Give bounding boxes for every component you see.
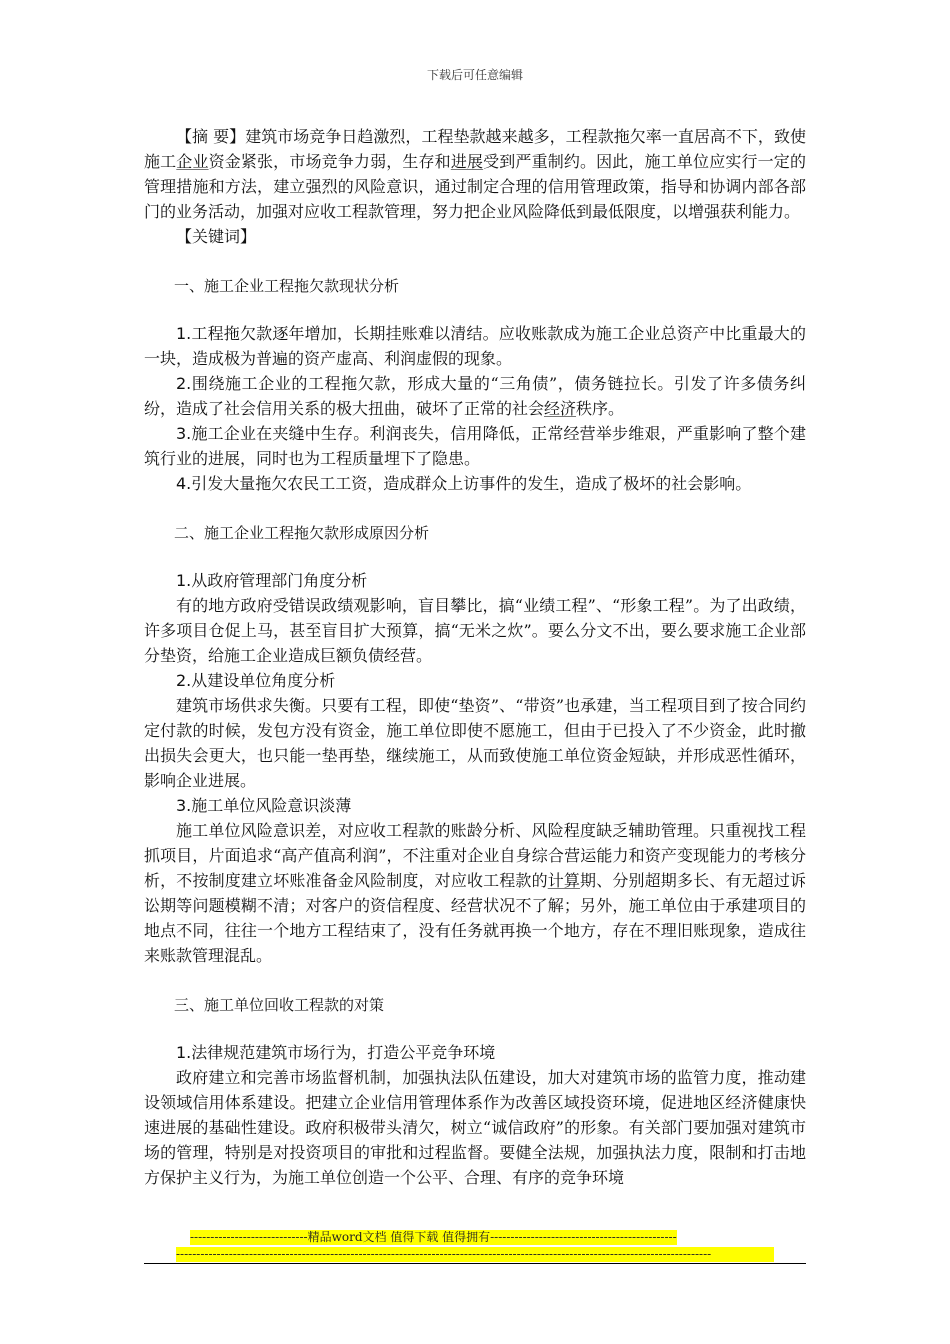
subheading <box>144 1040 806 1065</box>
body-paragraph: 政府建立和完善市场监督机制，加强执法队伍建设，加大对建筑市场的监管力度，推动建设领域信用体系建设。把建立企业信用管理体系作为改善区域投资环境，促进地区经济健康快速进展的基础性建设。政府积极带头清欠，树立“诚信政府”的形象。有关部门要加强对建筑市场的管理，特别是对投资项目的审批和过程监督。要健全法规，加强执法力度，限制和打击地方保护主义行为，为施工单位创造一个公平、合理、有序的竞争环境 <box>144 1068 806 1187</box>
item-text: 秩序。 <box>576 399 625 418</box>
item-number: 1. <box>176 1043 192 1062</box>
item-number: 3. <box>176 796 192 815</box>
list-item <box>144 471 806 496</box>
item-text: 施工企业在夹缝中生存。利润丧失，信用降低，正常经营举步维艰，严重影响了整个建筑行业的进展，同时也为工程质量埋下了隐患。 <box>144 424 806 468</box>
body-paragraph: 建筑市场供求失衡。只要有工程，即使“垫资”、“带资”也承建，当工程项目到了按合同约定付款的时候，发包方没有资金，施工单位即使不愿施工，但由于已投入了不少资金，此时撤出损失会更大，也只能一垫再垫，继续施工，从而致使施工单位资金短缺，并形成恶性循环，影响企业进展。 <box>144 696 806 790</box>
abstract-label: 【摘 要】 <box>176 127 246 146</box>
page-header: 下载后可任意编辑 <box>426 68 523 82</box>
item-number: 1. <box>176 571 192 590</box>
item-number: 4. <box>176 474 192 493</box>
footer-banner: -----------------------------精品word文档 值得下载 值得拥有---------------------------------------------- <box>190 1230 677 1244</box>
section-heading-2: 二、施工企业工程拖欠款形成原因分析 <box>174 524 430 542</box>
link-calculation[interactable]: 计算 <box>547 871 581 890</box>
link-economy[interactable]: 经济 <box>544 399 577 418</box>
subheading-text: 施工单位风险意识淡薄 <box>191 796 352 815</box>
keywords-label: 【关键词】 <box>176 227 257 246</box>
list-item <box>144 421 806 471</box>
subheading <box>144 668 806 693</box>
subheading-text: 从建设单位角度分析 <box>191 671 336 690</box>
body-text: 施工单位风险意识差，对应收工程款的账龄分析、风险程度缺乏辅助管理。只重视找工程抓项目，片面追求“高产值高利润”，不注重对企业自身综合营运能力和资产变现能力的考核分析，不按制度建立坏账准备金风险制度，对应收工程款的 <box>144 821 806 890</box>
link-enterprise[interactable]: 企业 <box>176 152 209 171</box>
item-number: 2. <box>176 671 192 690</box>
abstract-text: 资金紧张，市场竞争力弱，生存和 <box>208 152 451 171</box>
body-paragraph: 有的地方政府受错误政绩观影响，盲目攀比，搞“业绩工程”、“形象工程”。为了出政绩，许多项目仓促上马，甚至盲目扩大预算，搞“无米之炊”。要么分文不出，要么要求施工企业部分垫资，给施工企业造成巨额负债经营。 <box>144 596 806 665</box>
section-heading-3: 三、施工单位回收工程款的对策 <box>174 996 385 1014</box>
abstract-paragraph <box>144 124 806 224</box>
document-body <box>144 124 806 1190</box>
subheading <box>144 793 806 818</box>
footer-divider <box>144 1263 806 1264</box>
subheading-text: 从政府管理部门角度分析 <box>191 571 368 590</box>
body-paragraph <box>144 818 806 968</box>
link-development[interactable]: 进展 <box>450 152 484 171</box>
subheading <box>144 568 806 593</box>
body-text: 期、分别超期多长、有无超过诉讼期等问题模糊不清；对客户的资信程度、经营状况不了解；另外，施工单位由于承建项目的地点不同，往往一个地方工程结束了，没有任务就再换一个地方，存在不理旧账现象，造成往来账款管理混乱。 <box>144 871 806 965</box>
item-number: 3. <box>176 424 192 443</box>
item-text: 工程拖欠款逐年增加，长期挂账难以清结。应收账款成为施工企业总资产中比重最大的一块，造成极为普遍的资产虚高、利润虚假的现象。 <box>144 324 806 368</box>
item-text: 围绕施工企业的工程拖欠款，形成大量的“三角债”，债务链拉长。引发了许多债务纠纷，造成了社会信用关系的极大扭曲，破坏了正常的社会 <box>144 374 806 418</box>
footer-banner-dashes: ------------------------------------------------------------------------------------------------------------------------------------ <box>176 1247 774 1262</box>
section-heading-1: 一、施工企业工程拖欠款现状分析 <box>174 277 400 295</box>
list-item <box>144 371 806 421</box>
list-item <box>144 321 806 371</box>
abstract-text: 受到严重制约。因此，施工单位应实行一定的管理措施和方法，建立强烈的风险意识，通过制定合理的信用管理政策，指导和协调内部各部门的业务活动，加强对应收工程款管理，努力把企业风险降低到最低限度，以增强获利能力。 <box>144 152 806 221</box>
item-text: 引发大量拖欠农民工工资，造成群众上访事件的发生，造成了极坏的社会影响。 <box>191 474 752 493</box>
item-number: 2. <box>176 374 192 393</box>
subheading-text: 法律规范建筑市场行为，打造公平竞争环境 <box>191 1043 496 1062</box>
abstract-text: 建筑市场竞争日趋激烈，工程垫款越来越多，工程款拖欠率一直居高不下，致使施工 <box>144 127 806 171</box>
item-number: 1. <box>176 324 192 343</box>
